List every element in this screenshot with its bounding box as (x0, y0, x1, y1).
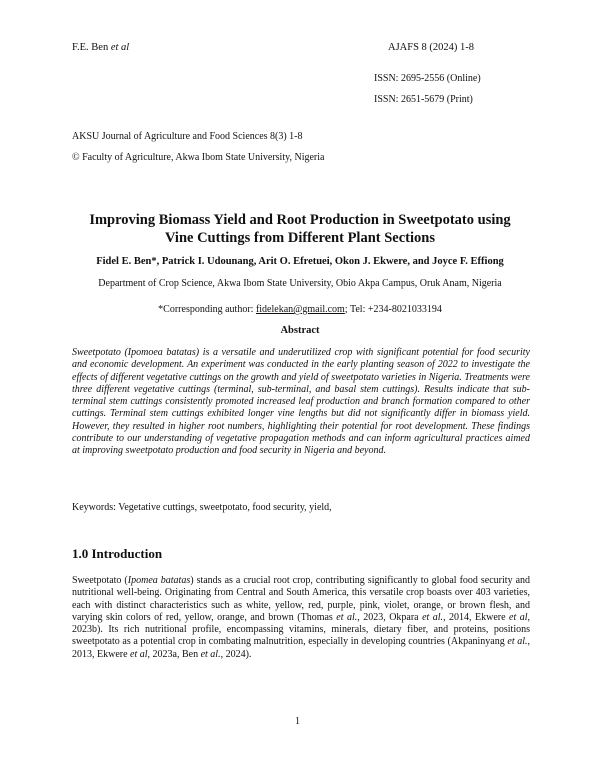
intro-text-4: , 2014, Ekwere (443, 611, 510, 623)
abstract-heading: Abstract (280, 325, 320, 336)
journal-copyright: © Faculty of Agriculture, Akwa Ibom State University, Nigeria (72, 152, 325, 163)
abstract-text: Sweetpotato (Ipomoea batatas) is a versatile and underutilized crop with significant potential for food security and economic development. An experiment was conducted in the early planting season of 2022 to investigate the effects of different vegetative cuttings on the growth and yield of sweetpotato varieties in Nigeria. Treatments were three different vegetative cuttings (terminal, sub-terminal, and basal stem cuttings). Results indicate that sub-terminal stem cuttings consistently promoted increased leaf production and branch formation compared to other cuttings. Terminal stem cuttings exhibited longer vine lengths but did not significantly differ in biomass yield. However, they resulted in higher root numbers, highlighting their potential for root development. These findings contribute to our understanding of vegetative propagation methods and can inform agricultural practices aimed at improving sweetpotato production and food security in Nigeria and beyond. (72, 347, 530, 457)
intro-text-3: , 2023, Okpara (357, 611, 423, 623)
intro-text-1: Sweetpotato ( (72, 575, 128, 586)
running-header-right: AJAFS 8 (2024) 1-8 (388, 42, 475, 53)
page-number: 1 (295, 716, 300, 727)
keywords: Keywords: Vegetative cuttings, sweetpotato, food security, yield, (72, 502, 332, 513)
section-heading-introduction: 1.0 Introduction (72, 546, 163, 561)
intro-etal: et al. (422, 611, 444, 623)
intro-text-5: , 2023b). Its rich nutritional profile, encompassing vitamins, minerals, dietary fiber, and proteins, positions sweetpotato as a potential crop in combating malnutrition, especially in developing countries (Akpaninyang (72, 611, 530, 648)
corresponding-prefix: *Corresponding author: (158, 304, 254, 315)
author-phone: ; Tel: +234-8021033194 (344, 304, 442, 315)
running-header-left (72, 42, 129, 53)
intro-text-2: ) stands as a crucial root crop, contributing significantly to global food security and nutritional well-being. Originating from Central and South America, this versatile crop boasts over 403 varieties, each with distinct characteristics such as white, yellow, red, purple, pink, violet, orange, or brown flesh, and varying skin colors of red, yellow, orange, and brown (Thomas (72, 575, 531, 623)
issn-print: ISSN: 2651-5679 (Print) (374, 94, 473, 105)
author-email-link[interactable]: fidelekan@gmail.com (255, 304, 345, 315)
intro-etal: et al. (200, 648, 221, 660)
intro-etal: et al (509, 611, 528, 623)
header-etal: et al (110, 42, 130, 53)
intro-text-7: , 2023a, Ben (147, 648, 201, 660)
title-line-2: Vine Cuttings from Different Plant Sections (165, 230, 435, 246)
paper-title (40, 211, 560, 247)
intro-etal: et al. (336, 611, 358, 623)
intro-etal: et al. (507, 636, 528, 648)
issn-online: ISSN: 2695-2556 (Online) (374, 73, 481, 84)
journal-name: AKSU Journal of Agriculture and Food Sciences 8(3) 1-8 (72, 131, 303, 142)
introduction-paragraph (72, 575, 530, 661)
corresponding-author (40, 304, 560, 315)
intro-text-6: , 2013, Ekwere (72, 636, 530, 660)
intro-species: Ipomea batatas (127, 575, 191, 586)
intro-text-8: , 2024). (220, 648, 252, 660)
header-author: F.E. Ben (72, 42, 109, 53)
title-line-1: Improving Biomass Yield and Root Production in Sweetpotato using (89, 212, 511, 228)
author-list: Fidel E. Ben*, Patrick I. Udounang, Arit O. Efretuei, Okon J. Ekwere, and Joyce F. Effiong (96, 256, 504, 267)
intro-etal: et al (130, 648, 148, 660)
affiliation: Department of Crop Science, Akwa Ibom State University, Obio Akpa Campus, Oruk Anam, Nigeria (98, 278, 502, 289)
